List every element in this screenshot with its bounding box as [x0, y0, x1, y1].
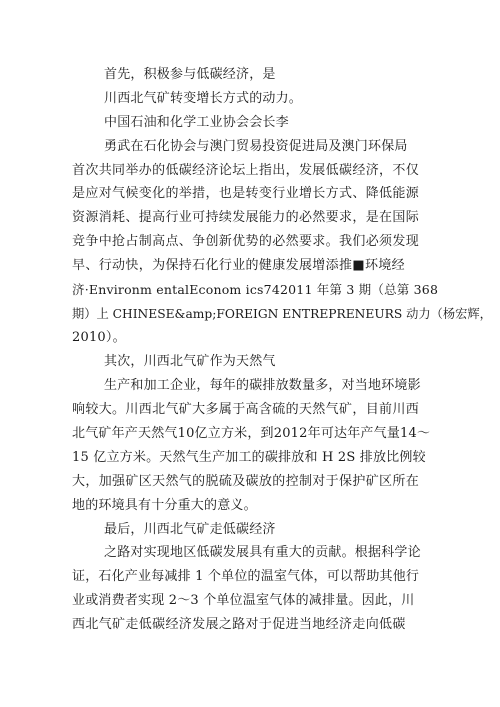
text-line-2: 川西北气矿转变增长方式的动力。: [104, 91, 303, 106]
text-line-11: 期）上 CHINESE&amp;FOREIGN ENTREPRENEURS 动力（杨宏辉，: [72, 307, 492, 321]
text-line-10: 济·Environm entalEconom ics742011 年第 3 期（总第 368: [72, 282, 439, 297]
text-line-14: 生产和加工企业，每年的碳排放数量多，对当地环境影: [104, 378, 421, 393]
text-line-8: 竞争中抢占制高点、争创新优势的必然要求。我们必须发现: [72, 234, 420, 249]
text-line-18: 大，加强矿区天然气的脱硫及碳放的控制对于保护矿区所在: [72, 474, 420, 489]
text-line-19: 地的环境具有十分重大的意义。: [72, 498, 257, 513]
text-line-7: 资源消耗、提高行业可持续发展能力的必然要求，是在国际: [72, 210, 420, 225]
text-line-15: 响较大。川西北气矿大多属于高含硫的天然气矿，目前川西: [72, 402, 420, 417]
text-line-24: 西北气矿走低碳经济发展之路对于促进当地经济走向低碳: [72, 617, 406, 632]
text-line-22: 证，石化产业每减排 1 个单位的温室气体，可以帮助其他行: [72, 569, 420, 584]
text-line-20: 最后，川西北气矿走低碳经济: [104, 522, 276, 537]
text-line-17: 15 亿立方米。天然气生产加工的碳排放和 H 2S 排放比例较: [72, 450, 426, 465]
text-line-4: 勇武在石化协会与澳门贸易投资促进局及澳门环保局: [104, 139, 408, 154]
text-line-21: 之路对实现地区低碳发展具有重大的贡献。根据科学论: [104, 545, 421, 560]
text-line-9: 早、行动快，为保持石化行业的健康发展增添推■环境经: [72, 258, 406, 273]
text-line-12: 2010）。: [72, 330, 126, 345]
text-line-5: 首次共同举办的低碳经济论坛上指出，发展低碳经济，不仅: [72, 163, 420, 178]
text-line-13: 其次，川西北气矿作为天然气: [104, 354, 276, 369]
text-line-3: 中国石油和化学工业协会会长李: [104, 115, 289, 130]
text-line-16: 北气矿年产天然气10亿立方米，到2012年可达年产气量14～: [72, 426, 431, 441]
text-line-6: 是应对气候变化的举措，也是转变行业增长方式、降低能源: [72, 186, 420, 201]
text-line-1: 首先，积极参与低碳经济，是: [104, 67, 276, 82]
text-line-23: 业或消费者实现 2～3 个单位温室气体的减排量。因此，川: [72, 593, 415, 608]
